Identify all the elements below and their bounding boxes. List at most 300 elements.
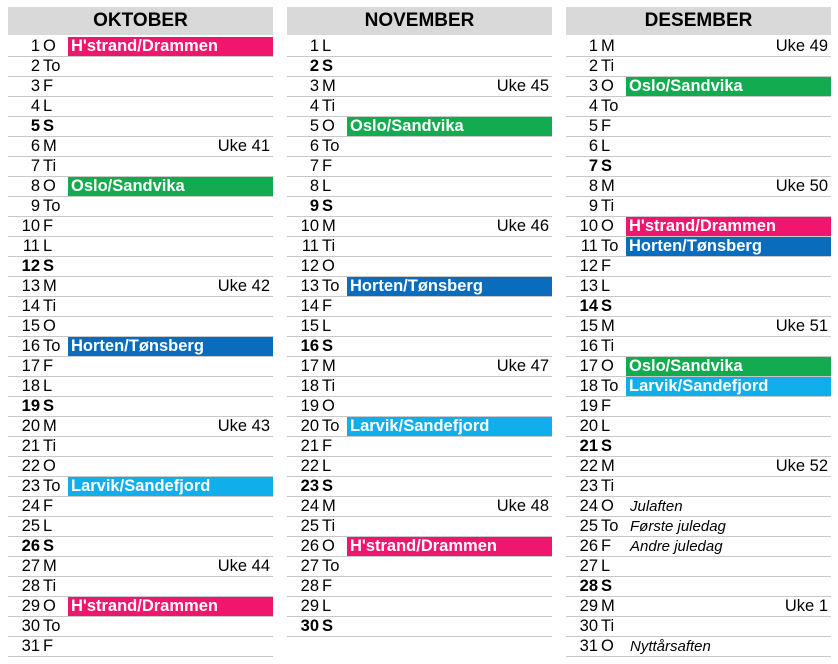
day-number: 27 [21,557,40,575]
day-number: 10 [300,217,319,235]
event-label: Oslo/Sandvika [626,77,831,96]
weekday-abbr: F [43,357,54,375]
event-label: H'strand/Drammen [347,537,552,556]
day-row [566,457,831,477]
day-number: 3 [309,77,319,95]
weekday-abbr: O [43,37,56,55]
day-row [566,417,831,437]
week-number: Uke 41 [217,137,270,155]
day-row [8,217,273,237]
day-number: 20 [579,417,598,435]
day-row [566,477,831,497]
weekday-abbr: To [322,557,340,575]
day-number: 11 [580,237,598,255]
day-number: 24 [579,497,598,515]
weekday-abbr: F [601,397,612,415]
event-label: Horten/Tønsberg [626,237,831,256]
weekday-abbr: M [43,417,57,435]
week-number: Uke 52 [775,457,828,475]
day-number: 29 [579,597,598,615]
day-list [287,37,552,637]
weekday-abbr: Ti [601,197,615,215]
day-row [8,577,273,597]
month-header: OKTOBER [8,7,273,35]
month-header: DESEMBER [566,7,831,35]
day-row [8,537,273,557]
weekday-abbr: To [43,477,61,495]
day-row [287,97,552,117]
weekday-abbr: To [601,237,619,255]
day-row [8,617,273,637]
weekday-abbr: M [601,177,615,195]
day-number: 8 [30,177,40,195]
day-number: 12 [300,257,319,275]
weekday-abbr: L [601,417,611,435]
weekday-abbr: S [43,117,55,135]
day-number: 30 [21,617,40,635]
weekday-abbr: O [322,397,335,415]
month-header: NOVEMBER [287,7,552,35]
event-label: H'strand/Drammen [68,597,273,616]
day-number: 27 [579,557,598,575]
weekday-abbr: M [601,37,615,55]
day-number: 11 [301,237,319,255]
day-number: 1 [30,37,40,55]
day-list [8,37,273,657]
day-number: 23 [300,477,319,495]
day-row [8,97,273,117]
weekday-abbr: Ti [601,337,615,355]
day-number: 21 [579,437,598,455]
day-number: 19 [579,397,598,415]
weekday-abbr: Ti [601,57,615,75]
weekday-abbr: O [601,217,614,235]
day-number: 26 [21,537,40,555]
weekday-abbr: M [43,557,57,575]
day-number: 4 [309,97,319,115]
week-number: Uke 47 [496,357,549,375]
weekday-abbr: F [601,117,612,135]
day-row [287,117,552,137]
weekday-abbr: O [43,457,56,475]
day-number: 15 [579,317,598,335]
day-number: 20 [21,417,40,435]
day-number: 23 [21,477,40,495]
weekday-abbr: L [43,377,53,395]
day-number: 18 [300,377,319,395]
weekday-abbr: F [601,537,612,555]
day-number: 24 [21,497,40,515]
day-row [566,617,831,637]
day-number: 3 [588,77,598,95]
day-row [8,637,273,657]
weekday-abbr: F [322,297,333,315]
weekday-abbr: L [322,317,332,335]
weekday-abbr: Ti [322,377,336,395]
week-number: Uke 50 [775,177,828,195]
day-number: 9 [30,197,40,215]
holiday-label: Andre juledag [630,538,723,555]
weekday-abbr: L [601,277,611,295]
day-number: 4 [30,97,40,115]
week-number: Uke 42 [217,277,270,295]
day-row [287,457,552,477]
weekday-abbr: To [601,517,619,535]
day-row [566,177,831,197]
day-row [566,437,831,457]
day-number: 21 [300,437,319,455]
day-number: 16 [21,337,40,355]
day-row [566,277,831,297]
day-row [287,397,552,417]
day-row [8,197,273,217]
event-label: Oslo/Sandvika [347,117,552,136]
holiday-label: Nyttårsaften [630,638,711,655]
day-row [287,417,552,437]
day-row [566,77,831,97]
day-number: 2 [30,57,40,75]
day-row [566,537,831,557]
day-row [8,297,273,317]
day-number: 19 [21,397,40,415]
day-row [566,197,831,217]
weekday-abbr: S [322,337,334,355]
day-number: 23 [579,477,598,495]
day-row [8,257,273,277]
day-row [8,597,273,617]
weekday-abbr: Ti [322,97,336,115]
weekday-abbr: F [322,577,333,595]
weekday-abbr: O [322,117,335,135]
weekday-abbr: S [322,477,334,495]
day-row [8,37,273,57]
day-number: 17 [579,357,598,375]
day-row [566,317,831,337]
weekday-abbr: F [43,77,54,95]
day-row [566,497,831,517]
day-row [566,217,831,237]
day-number: 22 [21,457,40,475]
weekday-abbr: Ti [322,237,336,255]
day-number: 2 [588,57,598,75]
weekday-abbr: M [43,137,57,155]
week-number: Uke 49 [775,37,828,55]
month-oktober [8,7,273,657]
weekday-abbr: O [322,257,335,275]
day-row [287,337,552,357]
weekday-abbr: M [322,497,336,515]
day-row [566,97,831,117]
day-number: 28 [300,577,319,595]
weekday-abbr: F [43,637,54,655]
weekday-abbr: To [43,197,61,215]
day-number: 29 [300,597,319,615]
day-number: 14 [579,297,598,315]
weekday-abbr: To [43,337,61,355]
holiday-label: Første juledag [630,518,726,535]
day-row [287,437,552,457]
weekday-abbr: O [43,177,56,195]
day-number: 25 [300,517,319,535]
weekday-abbr: To [601,97,619,115]
weekday-abbr: To [43,57,61,75]
day-number: 8 [309,177,319,195]
day-number: 1 [588,37,598,55]
day-row [566,117,831,137]
day-row [287,617,552,637]
day-row [8,417,273,437]
day-number: 12 [579,257,598,275]
day-row [566,557,831,577]
day-row [566,297,831,317]
weekday-abbr: M [322,217,336,235]
day-row [287,157,552,177]
weekday-abbr: L [43,237,53,255]
weekday-abbr: L [601,137,611,155]
day-row [8,57,273,77]
day-row [287,217,552,237]
day-number: 9 [588,197,598,215]
week-number: Uke 44 [217,557,270,575]
day-number: 8 [588,177,598,195]
day-row [566,397,831,417]
day-row [566,357,831,377]
weekday-abbr: S [601,297,613,315]
day-number: 20 [300,417,319,435]
day-number: 15 [300,317,319,335]
day-number: 16 [579,337,598,355]
day-row [566,37,831,57]
day-number: 13 [21,277,40,295]
weekday-abbr: S [322,617,334,635]
weekday-abbr: S [601,577,613,595]
day-number: 28 [579,577,598,595]
day-row [8,437,273,457]
week-number: Uke 1 [784,597,828,615]
day-row [287,237,552,257]
week-number: Uke 51 [775,317,828,335]
day-number: 30 [579,617,598,635]
weekday-abbr: Ti [43,437,57,455]
weekday-abbr: F [322,157,333,175]
day-row [287,377,552,397]
day-row [566,57,831,77]
day-number: 3 [30,77,40,95]
day-row [287,177,552,197]
week-number: Uke 43 [217,417,270,435]
day-number: 31 [21,637,40,655]
weekday-abbr: S [43,397,55,415]
day-row [566,377,831,397]
event-label: Larvik/Sandefjord [68,477,273,496]
day-row [8,557,273,577]
weekday-abbr: O [322,537,335,555]
day-row [287,77,552,97]
day-row [287,497,552,517]
weekday-abbr: L [322,457,332,475]
day-number: 11 [22,237,40,255]
weekday-abbr: To [322,137,340,155]
day-number: 29 [21,597,40,615]
weekday-abbr: M [601,317,615,335]
weekday-abbr: F [43,217,54,235]
day-number: 4 [588,97,598,115]
day-row [287,197,552,217]
weekday-abbr: S [322,197,334,215]
day-row [8,77,273,97]
day-number: 16 [300,337,319,355]
day-row [8,497,273,517]
weekday-abbr: O [43,597,56,615]
day-row [287,597,552,617]
day-row [566,337,831,357]
day-number: 7 [30,157,40,175]
day-row [287,537,552,557]
weekday-abbr: L [43,97,53,115]
day-row [8,377,273,397]
day-row [8,517,273,537]
day-row [8,317,273,337]
day-number: 22 [300,457,319,475]
event-label: Oslo/Sandvika [68,177,273,196]
weekday-abbr: M [601,457,615,475]
week-number: Uke 46 [496,217,549,235]
event-label: Horten/Tønsberg [347,277,552,296]
weekday-abbr: S [43,537,55,555]
day-number: 26 [579,537,598,555]
weekday-abbr: O [43,317,56,335]
day-row [8,117,273,137]
weekday-abbr: O [601,77,614,95]
day-number: 6 [588,137,598,155]
day-row [8,477,273,497]
weekday-abbr: M [43,277,57,295]
event-label: H'strand/Drammen [626,217,831,236]
day-number: 17 [21,357,40,375]
day-row [287,577,552,597]
day-number: 18 [579,377,598,395]
weekday-abbr: To [322,277,340,295]
day-row [287,137,552,157]
day-row [8,337,273,357]
weekday-abbr: Ti [322,517,336,535]
weekday-abbr: S [601,157,613,175]
day-number: 14 [21,297,40,315]
day-number: 17 [300,357,319,375]
day-number: 6 [309,137,319,155]
day-row [287,57,552,77]
day-row [287,557,552,577]
day-number: 6 [30,137,40,155]
day-row [8,137,273,157]
holiday-label: Julaften [630,498,683,515]
day-row [287,297,552,317]
weekday-abbr: S [43,257,55,275]
day-number: 24 [300,497,319,515]
weekday-abbr: F [322,437,333,455]
day-number: 25 [21,517,40,535]
weekday-abbr: M [322,357,336,375]
day-row [566,577,831,597]
day-row [566,257,831,277]
weekday-abbr: L [322,597,332,615]
day-number: 19 [300,397,319,415]
weekday-abbr: O [601,357,614,375]
week-number: Uke 45 [496,77,549,95]
day-number: 5 [588,117,598,135]
event-label: H'strand/Drammen [68,37,273,56]
day-row [566,597,831,617]
day-row [566,137,831,157]
day-number: 10 [579,217,598,235]
weekday-abbr: To [322,417,340,435]
day-number: 26 [300,537,319,555]
day-number: 21 [21,437,40,455]
day-number: 18 [21,377,40,395]
day-row [8,157,273,177]
event-label: Larvik/Sandefjord [347,417,552,436]
day-number: 9 [309,197,319,215]
day-number: 10 [21,217,40,235]
weekday-abbr: S [601,437,613,455]
day-number: 22 [579,457,598,475]
day-number: 12 [21,257,40,275]
day-row [8,457,273,477]
weekday-abbr: M [322,77,336,95]
weekday-abbr: Ti [43,297,57,315]
weekday-abbr: O [601,637,614,655]
weekday-abbr: Ti [601,477,615,495]
day-number: 27 [300,557,319,575]
day-row [287,37,552,57]
day-row [566,157,831,177]
day-row [566,517,831,537]
weekday-abbr: L [322,37,332,55]
weekday-abbr: L [601,557,611,575]
day-row [287,257,552,277]
weekday-abbr: O [601,497,614,515]
day-number: 28 [21,577,40,595]
day-number: 13 [300,277,319,295]
day-number: 15 [21,317,40,335]
week-number: Uke 48 [496,497,549,515]
day-number: 5 [309,117,319,135]
day-row [8,177,273,197]
day-number: 31 [579,637,598,655]
weekday-abbr: Ti [43,157,57,175]
weekday-abbr: F [43,497,54,515]
day-row [566,237,831,257]
event-label: Horten/Tønsberg [68,337,273,356]
day-number: 7 [588,157,598,175]
day-number: 14 [300,297,319,315]
day-row [287,357,552,377]
weekday-abbr: Ti [601,617,615,635]
day-row [8,277,273,297]
day-number: 30 [300,617,319,635]
weekday-abbr: Ti [43,577,57,595]
day-number: 1 [309,37,319,55]
event-label: Oslo/Sandvika [626,357,831,376]
day-row [8,357,273,377]
day-row [8,237,273,257]
event-label: Larvik/Sandefjord [626,377,831,396]
day-list [566,37,831,657]
day-row [287,317,552,337]
month-desember [566,7,831,657]
weekday-abbr: S [322,57,334,75]
day-row [287,517,552,537]
